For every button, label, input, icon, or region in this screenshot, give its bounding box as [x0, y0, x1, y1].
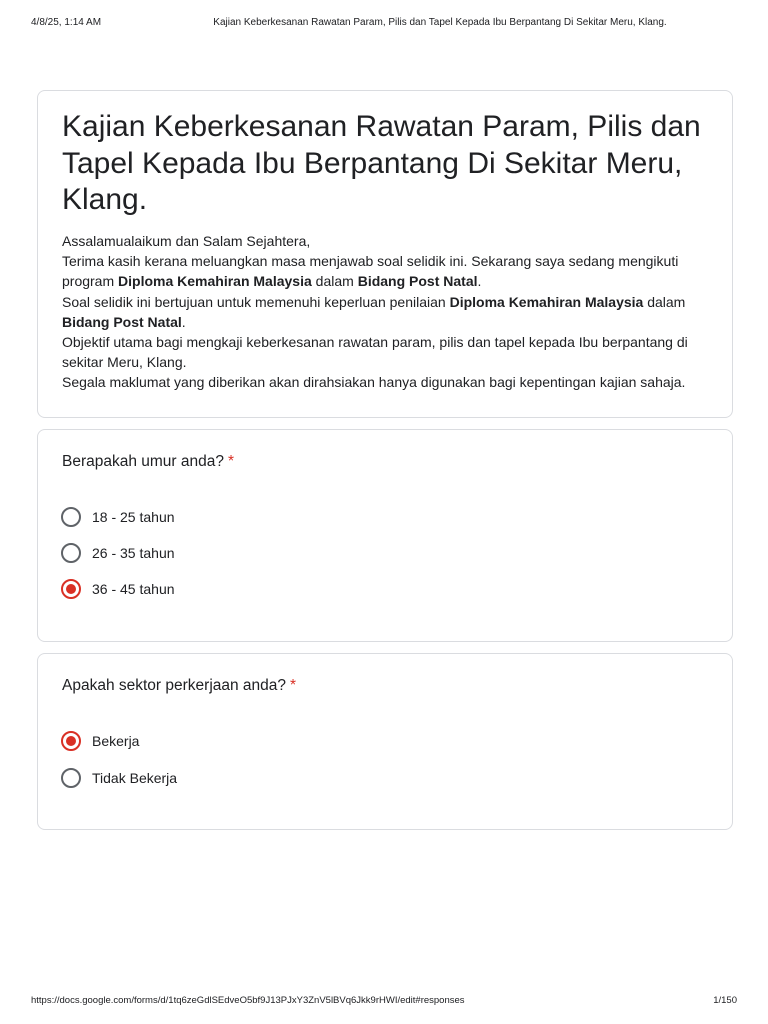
radio-option[interactable]: [61, 506, 175, 528]
form-header-card: [37, 90, 733, 418]
question-title: Berapakah umur anda? *: [62, 453, 235, 470]
required-asterisk: *: [228, 453, 235, 470]
radio-button-checked[interactable]: [61, 579, 81, 599]
field-name: Bidang Post Natal: [62, 313, 182, 330]
option-label: Bekerja: [92, 733, 140, 749]
question-title: Apakah sektor perkerjaan anda? *: [62, 677, 297, 694]
radio-option[interactable]: [61, 542, 175, 564]
form-title: Kajian Keberkesanan Rawatan Param, Pilis dan Tapel Kepada Ibu Berpantang Di Sekitar Meru, Klang.: [62, 110, 701, 216]
print-header: [0, 17, 768, 31]
radio-button[interactable]: [61, 768, 81, 788]
radio-option[interactable]: [61, 767, 177, 789]
description-objective: Objektif utama bagi mengkaji keberkesanan rawatan param, pilis dan tapel kepada Ibu berpantang di sekitar Meru, Klang.: [62, 334, 688, 371]
program-name: Diploma Kemahiran Malaysia: [449, 293, 644, 310]
description-greeting: Assalamualaikum dan Salam Sejahtera,: [62, 233, 311, 249]
radio-button[interactable]: [61, 543, 81, 563]
radio-option-selected[interactable]: [61, 578, 175, 600]
question-card-employment: [37, 653, 733, 830]
program-name: Diploma Kemahiran Malaysia: [118, 273, 312, 290]
page-number: 1/150: [713, 995, 737, 1006]
option-label: Tidak Bekerja: [92, 770, 178, 786]
option-label: 26 - 35 tahun: [92, 545, 175, 561]
print-url: https://docs.google.com/forms/d/1tq6zeGdlSEdveO5bf9J13PJxY3ZnV5lBVq6Jkk9rHWI/edit#responses: [31, 995, 465, 1006]
print-footer: [0, 995, 768, 1009]
print-timestamp: 4/8/25, 1:14 AM: [31, 17, 102, 28]
option-label: 18 - 25 tahun: [92, 509, 175, 525]
description-confidentiality: Segala maklumat yang diberikan akan dirahsiakan hanya digunakan bagi kepentingan kajian sahaja.: [62, 374, 686, 391]
option-label: 36 - 45 tahun: [92, 581, 175, 597]
required-asterisk: *: [290, 677, 297, 694]
field-name: Bidang Post Natal: [357, 273, 478, 290]
radio-button-checked[interactable]: [61, 731, 81, 751]
description-paragraph-1: Terima kasih kerana meluangkan masa menjawab soal selidik ini. Sekarang saya sedang mengikuti program Diploma Kemahiran Malaysia dalam Bidang Post Natal.: [62, 253, 679, 290]
description-paragraph-2: Soal selidik ini bertujuan untuk memenuhi keperluan penilaian Diploma Kemahiran Malaysia dalam Bidang Post Natal.: [62, 293, 686, 330]
radio-button[interactable]: [61, 507, 81, 527]
question-card-age: [37, 429, 733, 642]
radio-option-selected[interactable]: [61, 730, 139, 752]
form-description: [62, 231, 722, 393]
print-document-title: Kajian Keberkesanan Rawatan Param, Pilis dan Tapel Kepada Ibu Berpantang Di Sekitar Meru, Klang.: [213, 17, 667, 28]
